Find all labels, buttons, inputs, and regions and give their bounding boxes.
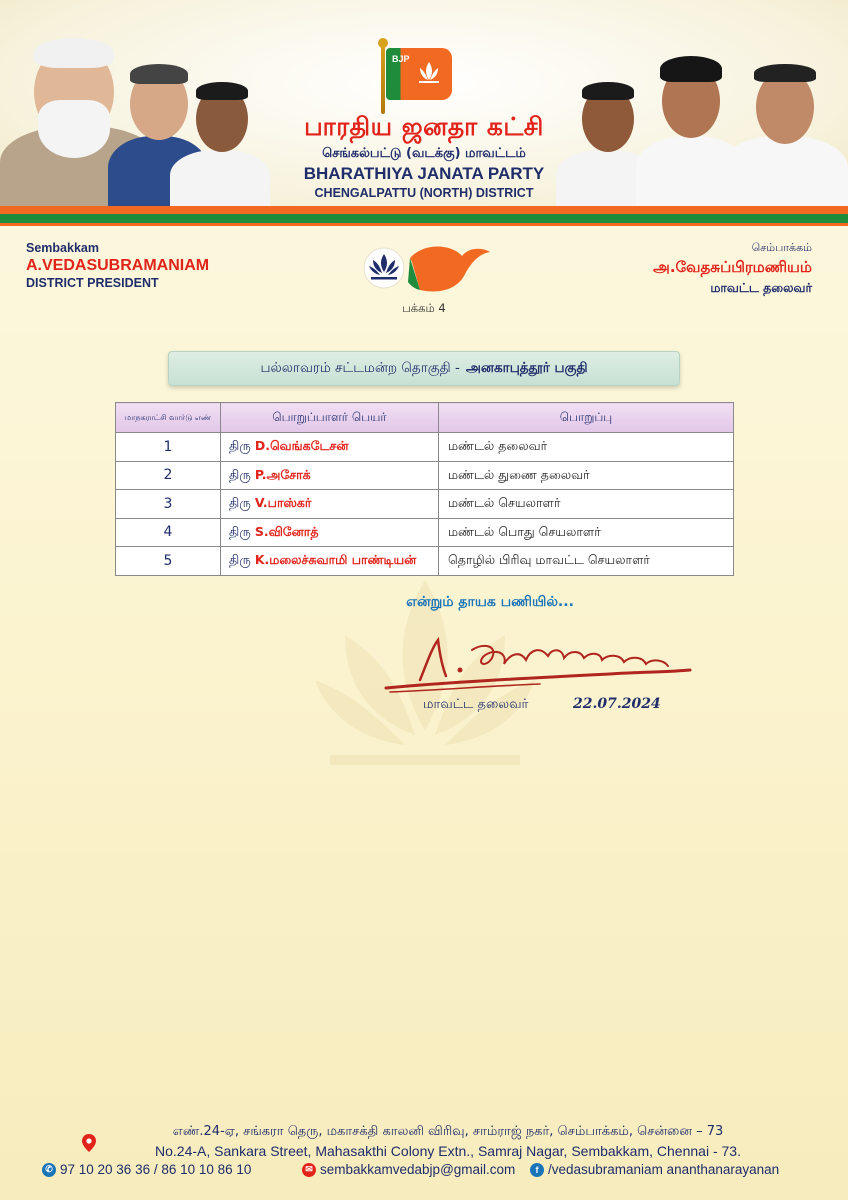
president-block-english [26, 241, 209, 290]
bearer-name: S.வினோத் [254, 523, 319, 539]
header-stripe-saffron [0, 206, 848, 214]
row-name-cell [221, 433, 439, 462]
row-number: 2 [116, 461, 221, 490]
header-stripe-saffron-thin [0, 223, 848, 226]
flag-text: BJP [392, 54, 410, 64]
row-number: 3 [116, 490, 221, 519]
facebook-item [530, 1162, 779, 1177]
president-location: Sembakkam [26, 241, 99, 255]
facebook-handle: /vedasubramaniam ananthanarayanan [548, 1162, 780, 1177]
address-english: No.24-A, Sankara Street, Mahasakthi Colony Extn., Samraj Nagar, Sembakkam, Chennai - 73. [155, 1143, 741, 1159]
table-row [116, 518, 734, 547]
row-position: தொழில் பிரிவு மாவட்ட செயலாளர் [439, 547, 734, 576]
email-address: sembakkamvedabjp@gmail.com [320, 1162, 516, 1177]
address-tamil: எண்.24-ஏ, சங்கரா தெரு, மகாசக்தி காலனி விரிவு, சாம்ராஜ் நகர், செம்பாக்கம், சென்னை – 73 [172, 1124, 724, 1139]
bearer-name: V.பாஸ்கர் [254, 495, 312, 511]
president-name-tamil: அ.வேதசுப்பிரமணியம் [653, 258, 812, 276]
leader-portrait-6 [720, 56, 848, 206]
row-position: மண்டல் பொது செயலாளர் [439, 518, 734, 547]
flag-lotus-icon [414, 58, 444, 88]
district-name-tamil: செங்கல்பட்டு (வடக்கு) மாவட்டம் [322, 146, 526, 161]
constituency-name: பல்லாவரம் சட்டமன்ற தொகுதி - [260, 359, 460, 376]
row-position: மண்டல் செயலாளர் [439, 490, 734, 519]
honorific: திரு [229, 438, 251, 454]
contact-row [40, 1162, 820, 1182]
office-bearers-table [115, 402, 734, 576]
row-number: 5 [116, 547, 221, 576]
flag-finial [378, 38, 388, 48]
flag-pole [381, 40, 385, 114]
honorific: திரு [229, 495, 251, 511]
honorific: திரு [229, 523, 251, 539]
closing-tagline: என்றும் தாயக பணியில்... [406, 594, 574, 610]
row-number: 1 [116, 433, 221, 462]
president-location-tamil: செம்பாக்கம் [751, 241, 812, 254]
table-row [116, 490, 734, 519]
row-name-cell [221, 461, 439, 490]
party-name-english: BHARATHIYA JANATA PARTY [303, 164, 545, 183]
table-row [116, 433, 734, 462]
signatory-role: மாவட்ட தலைவர் [423, 697, 529, 712]
phone-numbers: 97 10 20 36 36 / 86 10 10 86 10 [60, 1162, 252, 1177]
phone-icon: ✆ [42, 1163, 56, 1177]
table-row [116, 461, 734, 490]
email-item [302, 1162, 515, 1177]
president-block-tamil [653, 241, 812, 297]
signature [380, 620, 700, 700]
president-role: DISTRICT PRESIDENT [26, 276, 159, 290]
header-position: பொறுப்பு [439, 403, 734, 433]
honorific: திரு [229, 466, 251, 482]
facebook-icon: f [530, 1163, 544, 1177]
bearer-name: D.வெங்கடேசன் [254, 438, 349, 454]
letterhead-banner [0, 0, 848, 228]
president-role-tamil: மாவட்ட தலைவர் [710, 280, 812, 295]
row-name-cell [221, 518, 439, 547]
leader-portrait-3 [170, 76, 270, 206]
party-name-tamil: பாரதிய ஜனதா கட்சி [304, 112, 544, 141]
bearer-name: K.மலைச்சுவாமி பாண்டியன் [254, 552, 417, 568]
header-stripe-green [0, 214, 848, 223]
area-name: அனகாபுத்தூர் பகுதி [465, 359, 588, 376]
page-number: பக்கம் 4 [402, 301, 446, 315]
header-bearer-name: பொறுப்பாளர் பெயர் [221, 403, 439, 433]
row-position: மண்டல் தலைவர் [439, 433, 734, 462]
honorific: திரு [229, 552, 251, 568]
section-title [168, 351, 680, 386]
row-position: மண்டல் துணை தலைவர் [439, 461, 734, 490]
row-name-cell [221, 490, 439, 519]
header-ward-number: மாநகராட்சி வார்டு எண் [116, 403, 221, 433]
president-name: A.VEDASUBRAMANIAM [26, 257, 210, 274]
bjp-logo-icon [360, 240, 492, 298]
letter-date: 22.07.2024 [573, 696, 661, 712]
district-name-english: CHENGALPATTU (NORTH) DISTRICT [314, 186, 534, 200]
email-icon: ✉ [302, 1163, 316, 1177]
table-header-row [116, 403, 734, 433]
bearer-name: P.அசோக் [254, 466, 311, 482]
phone-item [42, 1162, 251, 1177]
row-number: 4 [116, 518, 221, 547]
